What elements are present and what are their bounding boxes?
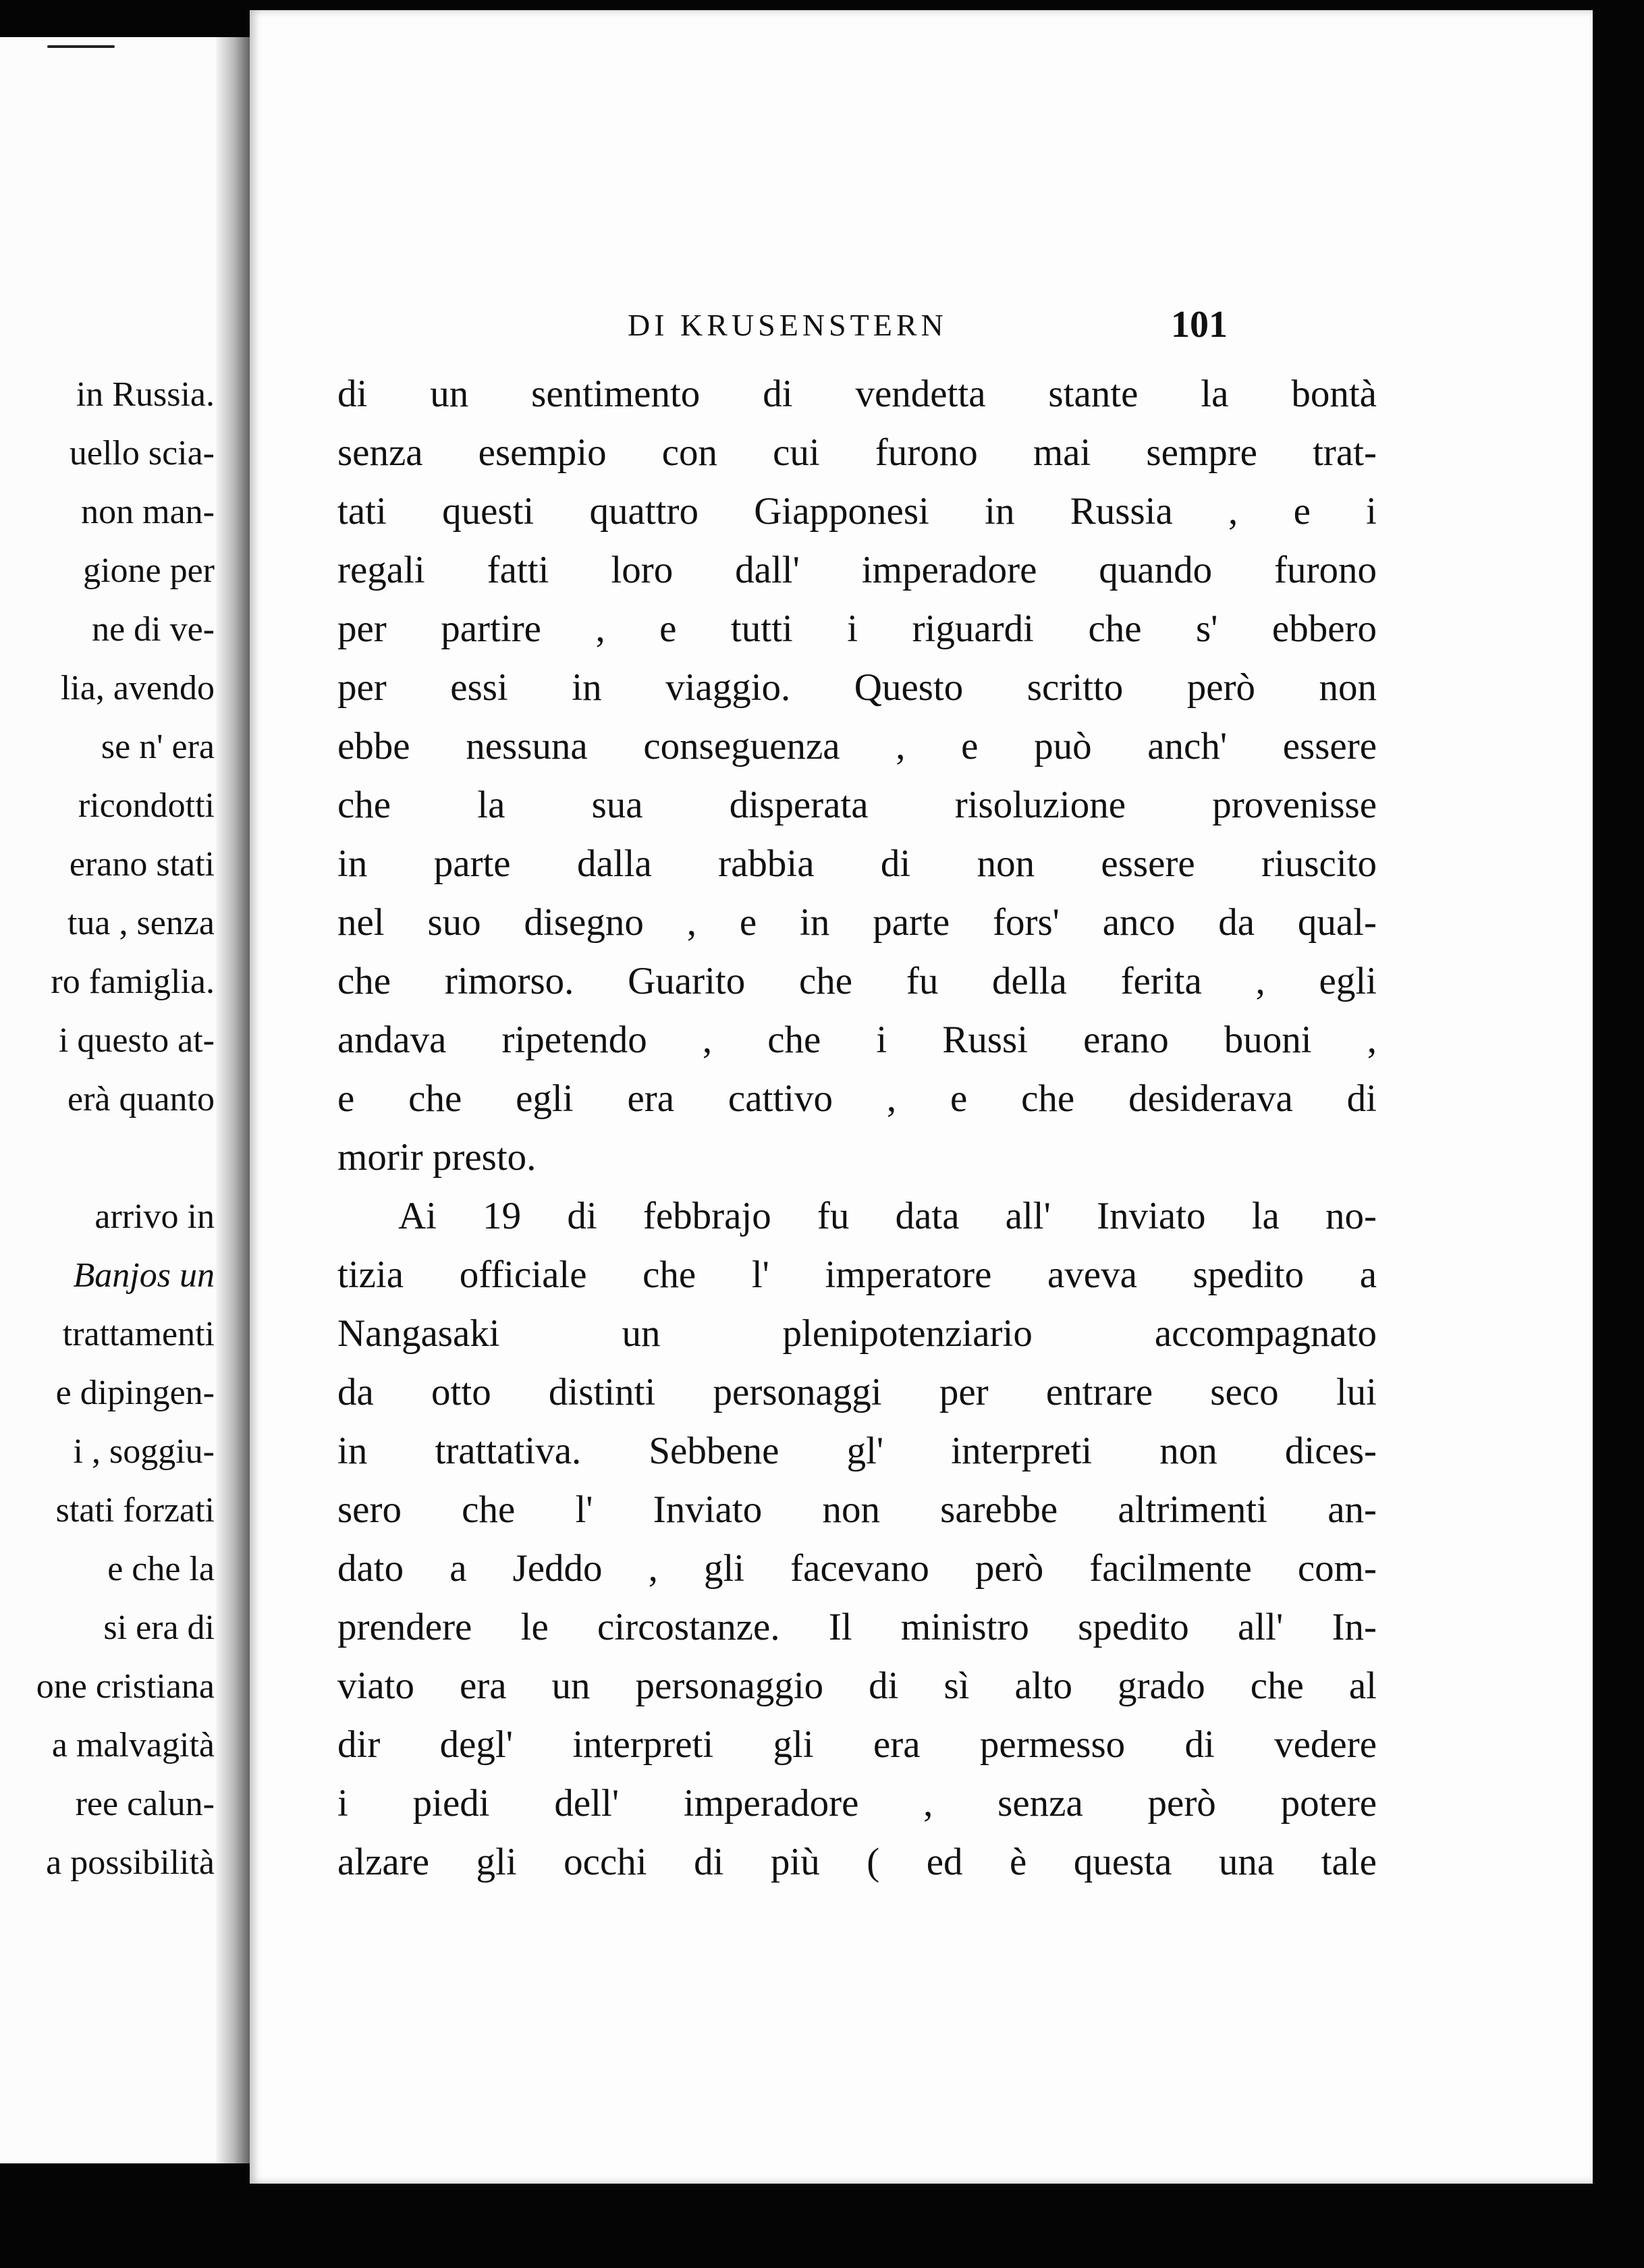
left-line: se n' era — [101, 728, 215, 766]
running-head: DI KRUSENSTERN — [628, 308, 948, 342]
text-line: nel suo disegno , e in parte fors' anco da qual- — [337, 901, 1377, 944]
left-line: Banjos un — [73, 1256, 215, 1295]
text-line: andava ripetendo , che i Russi erano buoni , — [337, 1019, 1377, 1061]
text-line: regali fatti loro dall' imperadore quando furono — [337, 549, 1377, 591]
text-line: prendere le circostanze. Il ministro spedito all' In- — [337, 1606, 1377, 1648]
text-line: di un sentimento di vendetta stante la bontà — [337, 373, 1377, 415]
text-line: alzare gli occhi di più ( ed è questa una tale — [337, 1841, 1377, 1883]
text-line: tizia officiale che l' imperatore aveva spedito a — [337, 1253, 1377, 1296]
page-number: 101 — [1171, 304, 1228, 346]
left-line: stati forzati — [55, 1491, 215, 1530]
text-line: in trattativa. Sebbene gl' interpreti non dices- — [337, 1430, 1377, 1472]
left-line: tua , senza — [67, 904, 215, 942]
text-line: viato era un personaggio di sì alto grado che al — [337, 1665, 1377, 1707]
body-text — [337, 364, 1377, 1891]
left-line: in Russia. — [76, 375, 215, 414]
text-line: dato a Jeddo , gli facevano però facilmente com- — [337, 1547, 1377, 1590]
text-line: tati questi quattro Giapponesi in Russia , e i — [337, 490, 1377, 533]
left-line: si era di — [103, 1609, 215, 1647]
text-line: senza esempio con cui furono mai sempre trat- — [337, 431, 1377, 474]
text-line: che rimorso. Guarito che fu della ferita , egli — [337, 960, 1377, 1002]
left-line: non man- — [81, 493, 215, 531]
text-line: sero che l' Inviato non sarebbe altrimenti an- — [337, 1488, 1377, 1531]
left-line: i questo at- — [58, 1021, 215, 1060]
left-line: erà quanto — [67, 1080, 215, 1118]
left-line: trattamenti — [62, 1315, 215, 1353]
text-line: ebbe nessuna conseguenza , e può anch' essere — [337, 725, 1377, 767]
main-page — [250, 10, 1593, 2184]
left-line: gione per — [83, 551, 215, 590]
text-line: dir degl' interpreti gli era permesso di vedere — [337, 1723, 1377, 1766]
text-line: i piedi dell' imperadore , senza però potere — [337, 1782, 1377, 1825]
left-line: e dipingen- — [55, 1374, 215, 1412]
text-line: per essi in viaggio. Questo scritto però non — [337, 666, 1377, 709]
text-line: che la sua disperata risoluzione provenisse — [337, 784, 1377, 826]
page-mark — [47, 45, 115, 48]
left-line: ro famiglia. — [51, 963, 215, 1001]
text-line: da otto distinti personaggi per entrare seco lui — [337, 1371, 1377, 1413]
left-line: one cristiana — [36, 1667, 215, 1706]
left-line: ree calun- — [75, 1785, 215, 1823]
text-line: e che egli era cattivo , e che desiderava di — [337, 1077, 1377, 1120]
paragraph-start-line: Ai 19 di febbrajo fu data all' Inviato la no- — [398, 1195, 1377, 1237]
left-line: i , soggiu- — [73, 1432, 215, 1471]
text-line: Nangasaki un plenipotenziario accompagnato — [337, 1312, 1377, 1355]
left-line: uello scia- — [69, 434, 215, 473]
text-line: per partire , e tutti i riguardi che s' ebbero — [337, 608, 1377, 650]
text-line: morir presto. — [337, 1136, 537, 1179]
left-line: arrivo in — [94, 1197, 215, 1236]
left-line: a malvagità — [51, 1726, 215, 1764]
left-line: ne di ve- — [92, 610, 215, 649]
left-line: ricondotti — [78, 786, 215, 825]
left-line: erano stati — [69, 845, 215, 884]
left-line: lia, avendo — [60, 669, 215, 707]
page-header — [250, 304, 1593, 361]
left-line: e che la — [107, 1550, 215, 1588]
left-line: a possibilità — [46, 1843, 215, 1882]
text-line: in parte dalla rabbia di non essere riuscito — [337, 842, 1377, 885]
